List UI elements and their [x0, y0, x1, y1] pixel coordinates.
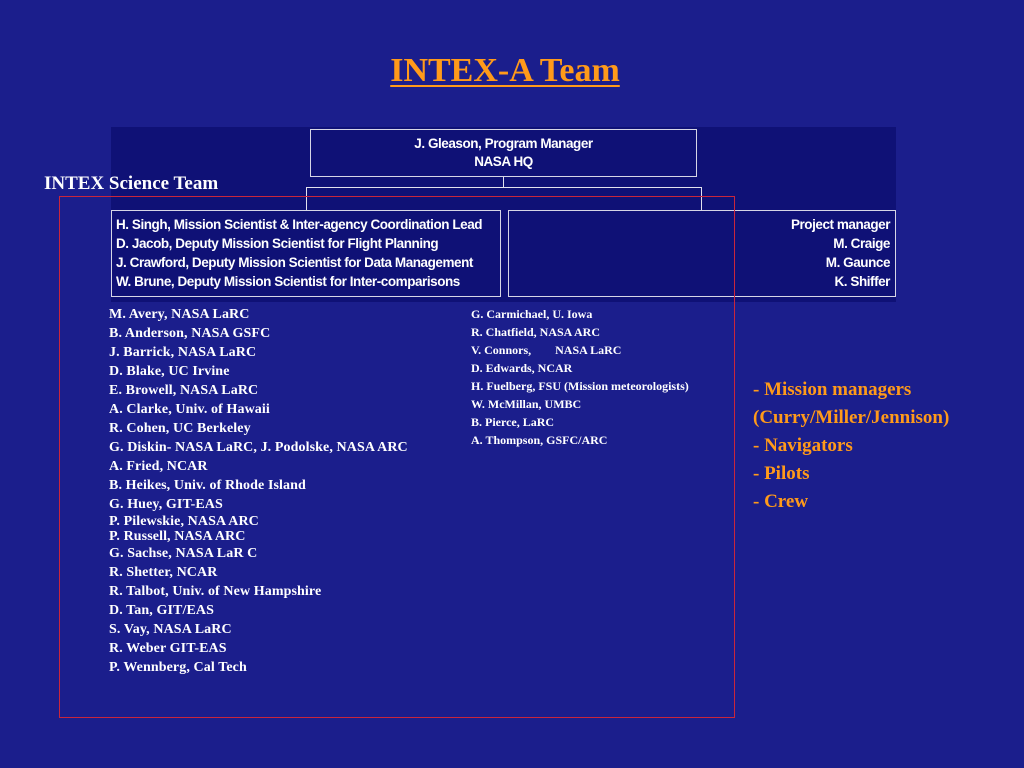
mission-scientist-line: D. Jacob, Deputy Mission Scientist for Flight Planning — [116, 236, 439, 251]
list-item: G. Carmichael, U. Iowa — [471, 307, 593, 321]
mission-scientist-line: W. Brune, Deputy Mission Scientist for Inter-comparisons — [116, 274, 460, 289]
list-item: P. Wennberg, Cal Tech — [109, 660, 247, 675]
list-item: M. Avery, NASA LaRC — [109, 307, 250, 322]
support-role-item: - Mission managers — [753, 379, 912, 400]
list-item: B. Anderson, NASA GSFC — [109, 326, 271, 341]
mission-scientist-line: J. Crawford, Deputy Mission Scientist for Data Management — [116, 255, 473, 270]
list-item: P. Pilewskie, NASA ARC — [109, 514, 259, 529]
list-item: R. Chatfield, NASA ARC — [471, 325, 601, 339]
connector-vertical-top — [503, 177, 504, 187]
list-item: R. Talbot, Univ. of New Hampshire — [109, 584, 322, 599]
support-role-item: - Crew — [753, 491, 809, 512]
support-roles-list — [753, 376, 949, 516]
science-team-label: INTEX Science Team — [44, 173, 219, 194]
support-role-item: - Navigators — [753, 435, 853, 456]
project-manager-line: M. Gaunce — [825, 255, 890, 270]
list-item: G. Sachse, NASA LaR C — [109, 546, 258, 561]
science-members-right-list — [471, 305, 689, 449]
science-members-left-list — [109, 305, 408, 677]
list-item: H. Fuelberg, FSU (Mission meteorologists) — [471, 379, 689, 393]
list-item: S. Vay, NASA LaRC — [109, 622, 232, 637]
list-item: A. Thompson, GSFC/ARC — [471, 433, 608, 447]
slide-title: INTEX-A Team — [390, 52, 620, 89]
list-item: W. McMillan, UMBC — [471, 397, 582, 411]
project-manager-line: K. Shiffer — [834, 274, 890, 289]
list-item: A. Fried, NCAR — [109, 459, 208, 474]
list-item: P. Russell, NASA ARC — [109, 529, 246, 544]
project-manager-line: Project manager — [790, 217, 890, 232]
list-item: J. Barrick, NASA LaRC — [109, 345, 257, 360]
program-manager-org: NASA HQ — [474, 154, 533, 169]
list-item: G. Diskin- NASA LaRC, J. Podolske, NASA ARC — [109, 440, 408, 455]
list-item: D. Tan, GIT/EAS — [109, 603, 214, 618]
list-item: R. Cohen, UC Berkeley — [109, 421, 251, 436]
list-item: R. Weber GIT-EAS — [109, 641, 227, 656]
list-item: E. Browell, NASA LaRC — [109, 383, 259, 398]
program-manager-box — [310, 129, 697, 177]
support-role-item: - Pilots — [753, 463, 810, 484]
list-item: D. Edwards, NCAR — [471, 361, 573, 375]
program-manager-name: J. Gleason, Program Manager — [414, 136, 593, 151]
connector-horizontal — [306, 187, 702, 188]
list-item: G. Huey, GIT-EAS — [109, 497, 223, 512]
list-item: A. Clarke, Univ. of Hawaii — [109, 402, 270, 417]
list-item: V. Connors, NASA LaRC — [471, 343, 622, 357]
mission-scientist-line: H. Singh, Mission Scientist & Inter-agency Coordination Lead — [116, 217, 483, 232]
project-manager-line: M. Craige — [833, 236, 890, 251]
list-item: B. Pierce, LaRC — [471, 415, 555, 429]
list-item: D. Blake, UC Irvine — [109, 364, 230, 379]
list-item: R. Shetter, NCAR — [109, 565, 218, 580]
list-item: B. Heikes, Univ. of Rhode Island — [109, 478, 306, 493]
support-role-item: (Curry/Miller/Jennison) — [753, 407, 950, 428]
